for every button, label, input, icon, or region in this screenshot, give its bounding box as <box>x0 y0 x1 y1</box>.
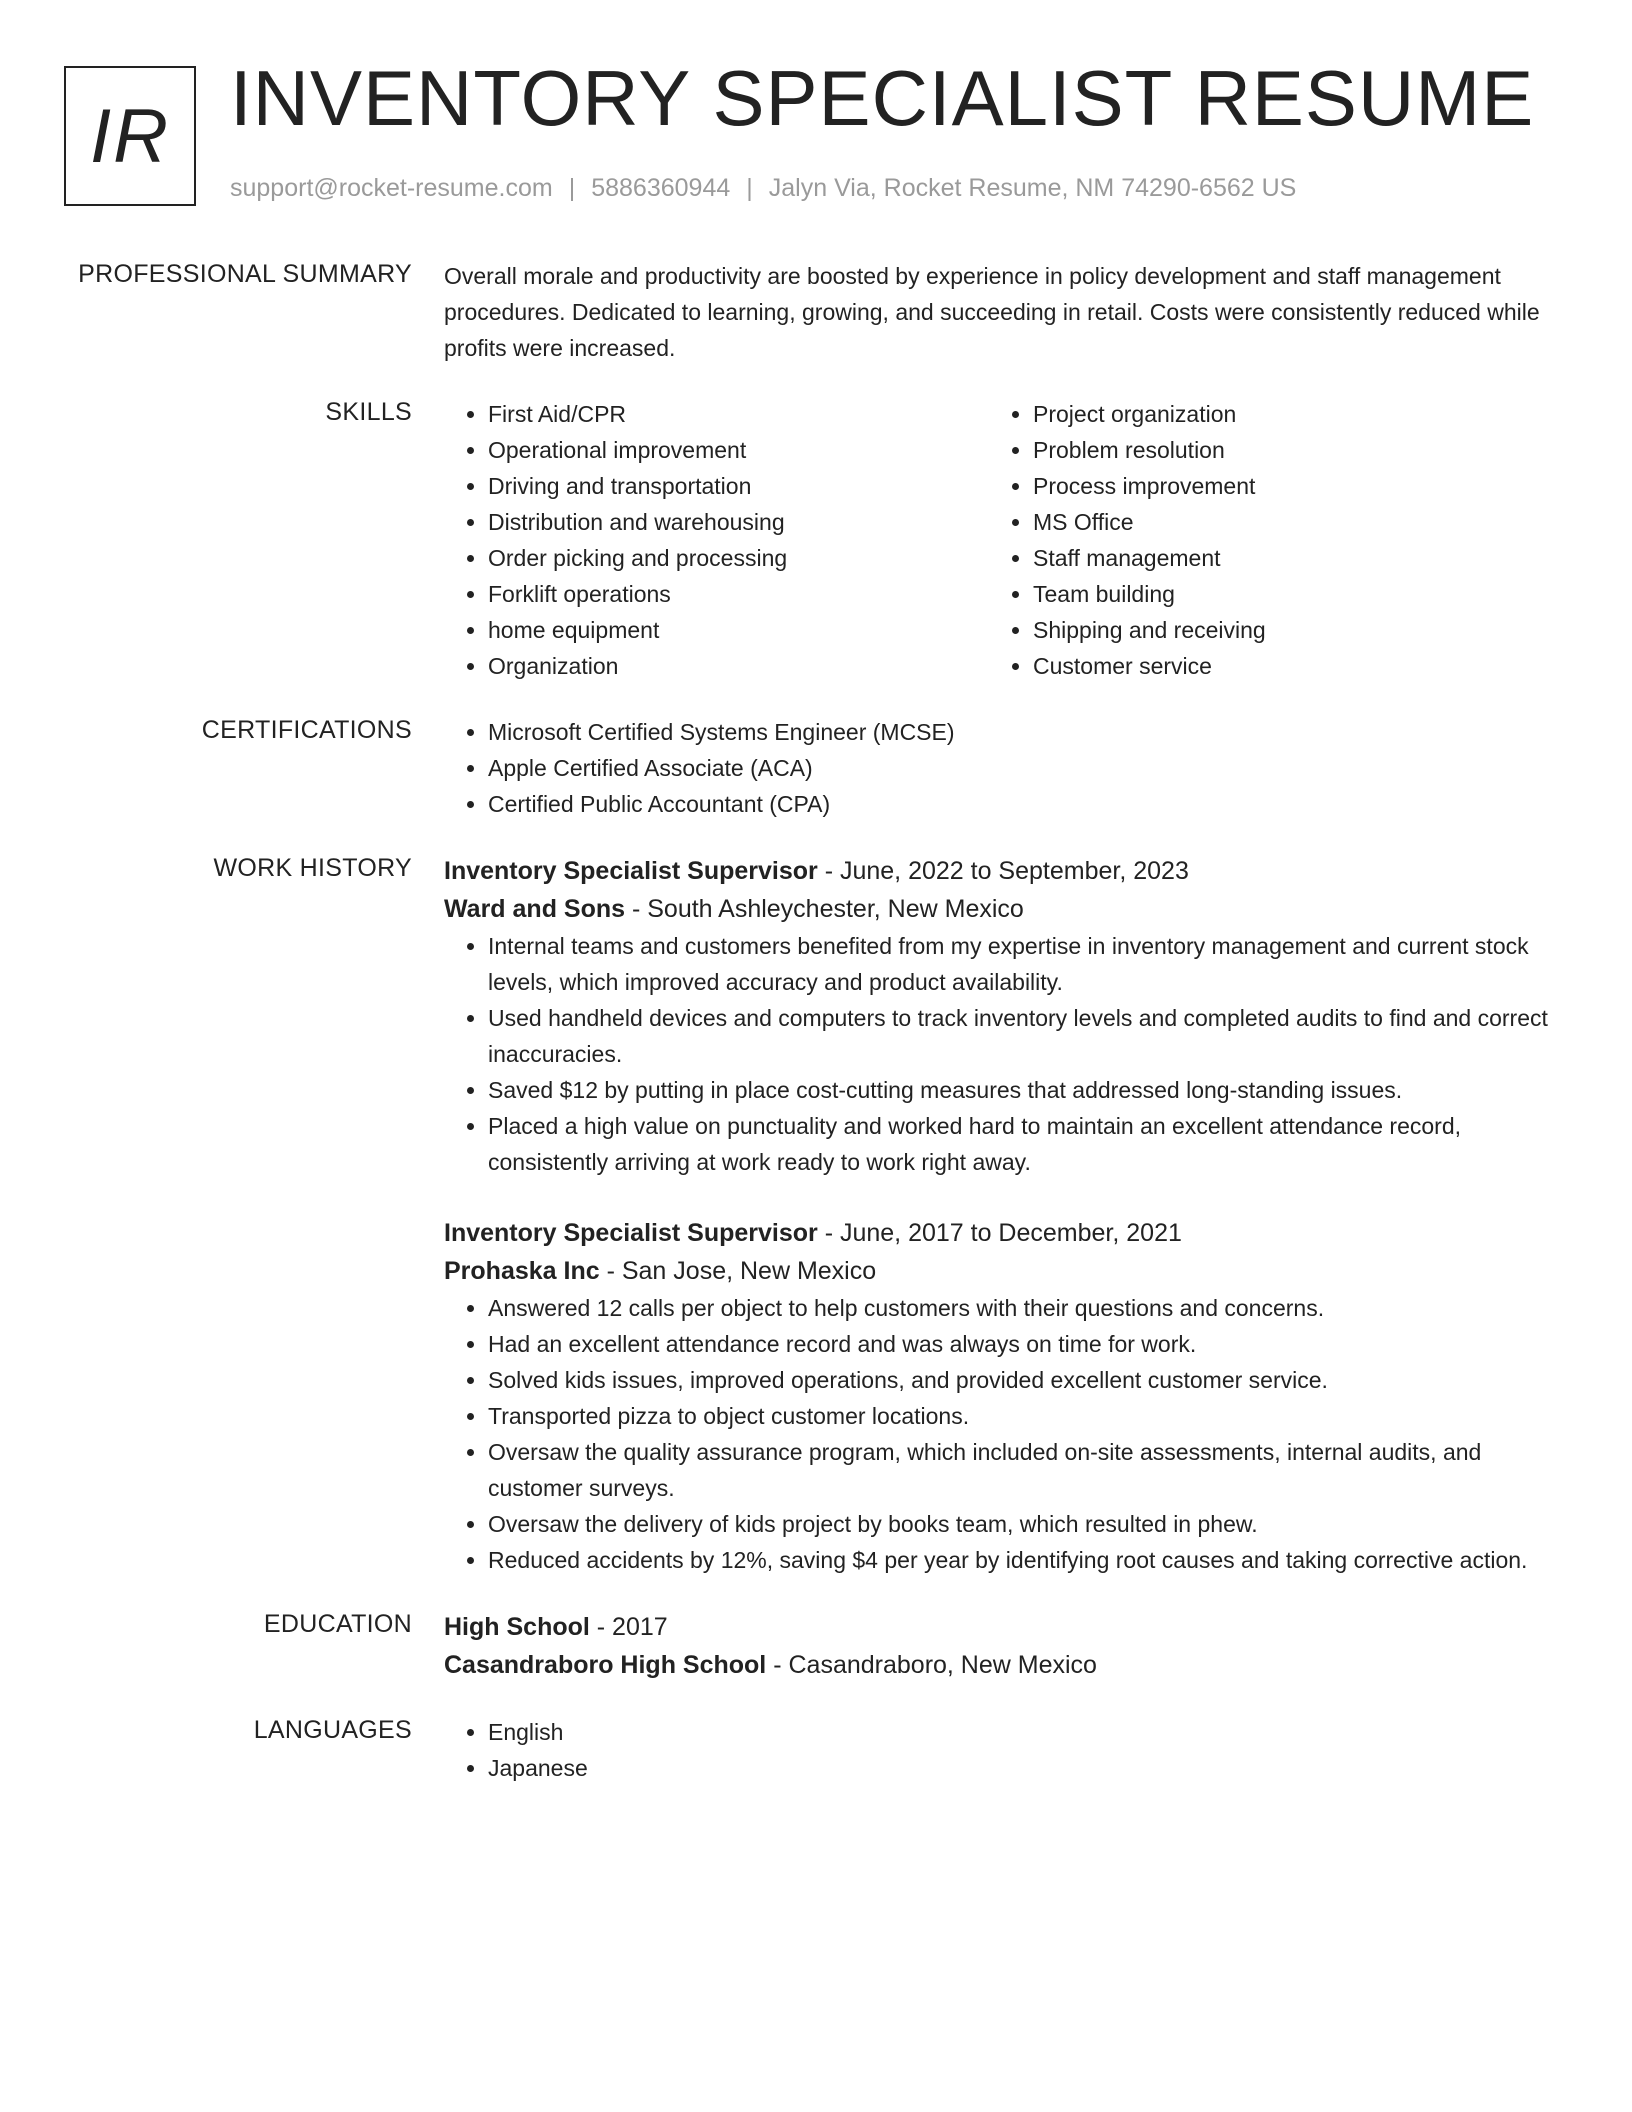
page-title: INVENTORY SPECIALIST RESUME <box>230 54 1535 142</box>
skill-item: • MS Office <box>1033 504 1534 540</box>
job-bullet: • Used handheld devices and computers to track inventory levels and completed audits to find and correct inaccuracies. <box>488 1000 1559 1072</box>
section-summary <box>0 258 1632 366</box>
skills-body <box>444 396 1559 684</box>
skill-item: • Process improvement <box>1033 468 1534 504</box>
contact-phone: 5886360944 <box>591 174 731 202</box>
languages-body <box>444 1714 1559 1786</box>
job-entry <box>444 1214 1559 1578</box>
job-company: Prohaska Inc <box>444 1257 600 1285</box>
job-title: Inventory Specialist Supervisor <box>444 1219 818 1247</box>
skills-column-right <box>989 396 1534 684</box>
education-year: - 2017 <box>589 1613 668 1641</box>
certifications-body <box>444 714 1559 822</box>
certification-item: • Apple Certified Associate (ACA) <box>488 750 1559 786</box>
skills-grid <box>444 396 1559 684</box>
section-languages <box>0 1714 1632 1786</box>
job-title-line <box>444 1214 1559 1252</box>
skill-item: • First Aid/CPR <box>488 396 989 432</box>
section-education <box>0 1608 1632 1684</box>
skill-item: • Organization <box>488 648 989 684</box>
monogram-logo: IR <box>64 66 196 206</box>
certification-item: • Microsoft Certified Systems Engineer (MCSE) <box>488 714 1559 750</box>
job-company-line <box>444 890 1559 928</box>
certification-item: • Certified Public Accountant (CPA) <box>488 786 1559 822</box>
job-bullet: • Transported pizza to object customer locations. <box>488 1398 1559 1434</box>
contact-address: Jalyn Via, Rocket Resume, NM 74290-6562 US <box>768 174 1297 202</box>
job-bullet: • Oversaw the quality assurance program, which included on-site assessments, internal audits, and customer surveys. <box>488 1434 1559 1506</box>
skill-item: • Project organization <box>1033 396 1534 432</box>
section-label: SKILLS <box>325 398 412 426</box>
contact-separator: | <box>568 174 576 202</box>
skill-item: • Driving and transportation <box>488 468 989 504</box>
section-label: CERTIFICATIONS <box>201 716 412 744</box>
contact-separator: | <box>746 174 753 202</box>
skill-item: • Problem resolution <box>1033 432 1534 468</box>
skill-item: • Staff management <box>1033 540 1534 576</box>
contact-line <box>230 174 1296 203</box>
job-bullet: • Solved kids issues, improved operations, and provided excellent customer service. <box>488 1362 1559 1398</box>
section-work-history <box>0 852 1632 1578</box>
skill-item: • Distribution and warehousing <box>488 504 989 540</box>
job-bullet: • Answered 12 calls per object to help customers with their questions and concerns. <box>488 1290 1559 1326</box>
skill-item: • Operational improvement <box>488 432 989 468</box>
job-bullet: • Saved $12 by putting in place cost-cutting measures that addressed long-standing issues. <box>488 1072 1559 1108</box>
skill-item: • Order picking and processing <box>488 540 989 576</box>
job-entry <box>444 852 1559 1180</box>
summary-text: Overall morale and productivity are boosted by experience in policy development and staff management procedures. Dedicated to learning, growing, and succeeding in retail. Costs were consistently reduced while profits were increased. <box>444 263 1540 361</box>
contact-email: support@rocket-resume.com <box>230 174 553 202</box>
section-label: LANGUAGES <box>253 1716 412 1744</box>
job-bullet: • Oversaw the delivery of kids project by books team, which resulted in phew. <box>488 1506 1559 1542</box>
section-skills <box>0 396 1632 684</box>
section-label: PROFESSIONAL SUMMARY <box>78 260 412 288</box>
skills-column-left <box>444 396 989 684</box>
job-title-line <box>444 852 1559 890</box>
education-school-line <box>444 1646 1559 1684</box>
skill-item: • home equipment <box>488 612 989 648</box>
education-degree: High School <box>444 1613 590 1641</box>
job-company-line <box>444 1252 1559 1290</box>
section-label: EDUCATION <box>263 1610 412 1638</box>
job-bullet: • Placed a high value on punctuality and worked hard to maintain an excellent attendance record, consistently arriving at work ready to work right away. <box>488 1108 1559 1180</box>
job-bullet: • Internal teams and customers benefited from my expertise in inventory management and current stock levels, which improved accuracy and product availability. <box>488 928 1559 1000</box>
education-degree-line <box>444 1608 1559 1646</box>
skill-item: • Customer service <box>1033 648 1534 684</box>
resume-sections <box>0 258 1632 1816</box>
job-company: Ward and Sons <box>444 895 626 923</box>
skill-item: • Forklift operations <box>488 576 989 612</box>
work-body <box>444 852 1559 1578</box>
job-dates: - June, 2022 to September, 2023 <box>817 857 1189 885</box>
education-body <box>444 1608 1559 1684</box>
skill-item: • Shipping and receiving <box>1033 612 1534 648</box>
section-certifications <box>0 714 1632 822</box>
section-label: WORK HISTORY <box>213 854 412 882</box>
language-item: • English <box>488 1714 1559 1750</box>
skill-item: • Team building <box>1033 576 1534 612</box>
job-location: - San Jose, New Mexico <box>599 1257 877 1285</box>
job-bullet: • Had an excellent attendance record and was always on time for work. <box>488 1326 1559 1362</box>
job-location: - South Ashleychester, New Mexico <box>625 895 1024 923</box>
education-school: Casandraboro High School <box>444 1651 767 1679</box>
job-dates: - June, 2017 to December, 2021 <box>817 1219 1182 1247</box>
language-item: • Japanese <box>488 1750 1559 1786</box>
job-bullet: • Reduced accidents by 12%, saving $4 per year by identifying root causes and taking corrective action. <box>488 1542 1559 1578</box>
education-location: - Casandraboro, New Mexico <box>766 1651 1097 1679</box>
job-title: Inventory Specialist Supervisor <box>444 857 818 885</box>
